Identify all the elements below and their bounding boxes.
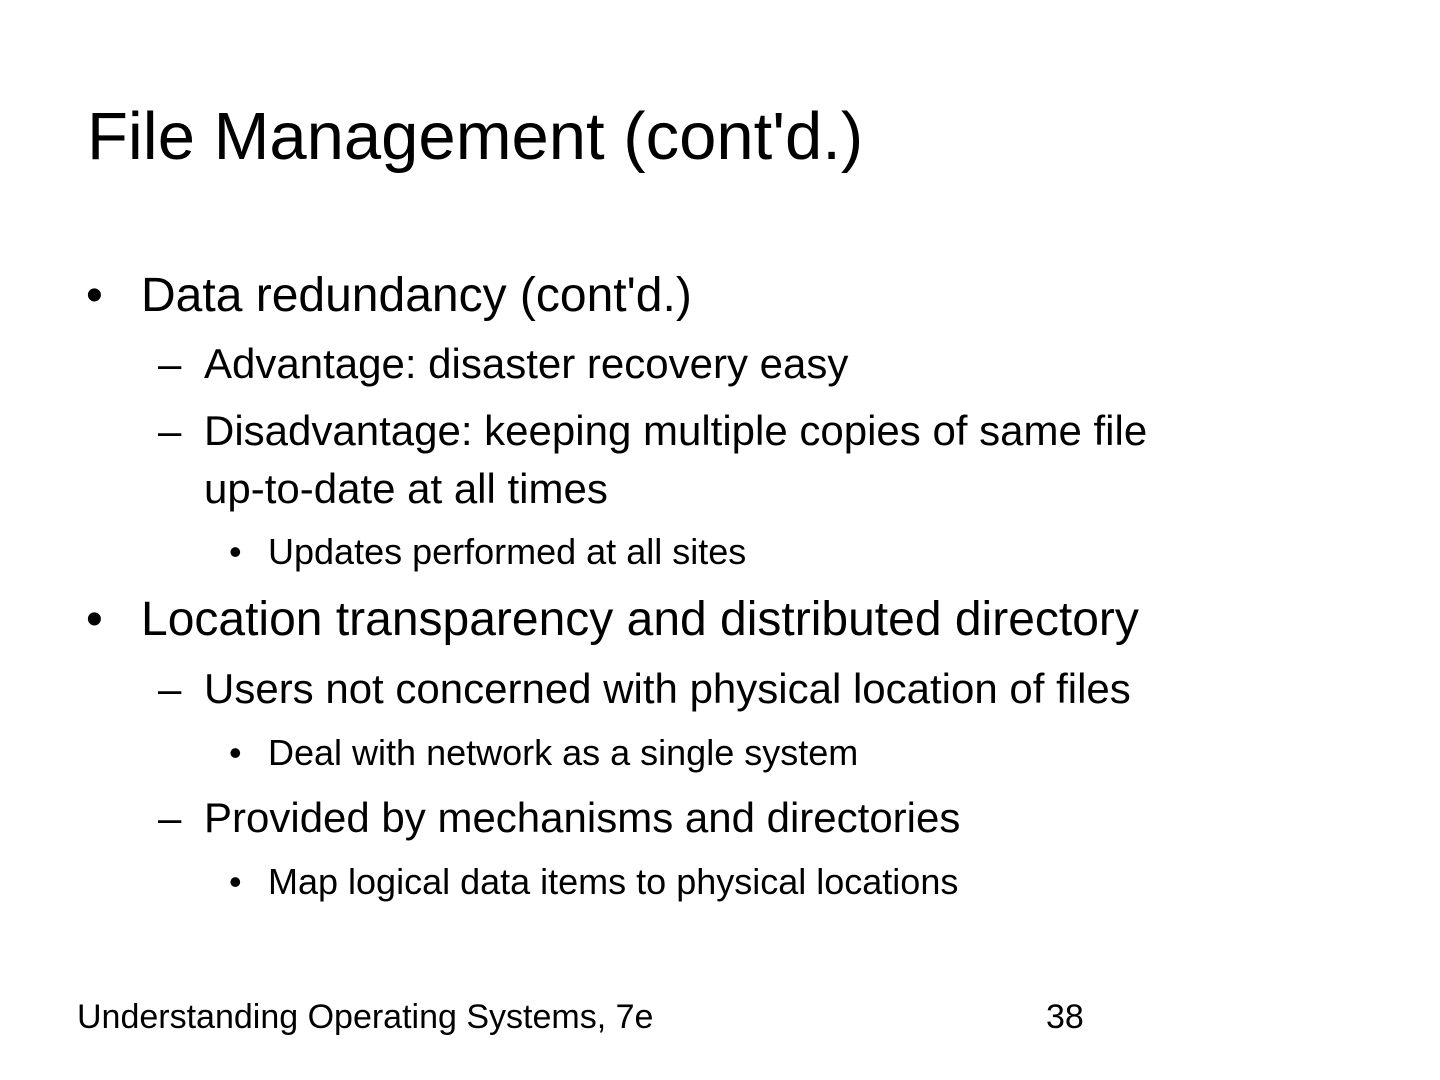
sub-bullet-dash: – — [158, 794, 182, 841]
sub-sub-bullet-map-logical: Map logical data items to physical locations — [268, 861, 959, 902]
footer-page-number: 38 — [1046, 998, 1084, 1036]
sub-bullet-disadvantage-line2: up-to-date at all times — [204, 465, 608, 512]
sub-bullet-users-not-concerned: Users not concerned with physical location of files — [204, 665, 1131, 712]
sub-sub-bullet-updates: Updates performed at all sites — [268, 531, 747, 572]
bullet-marker: • — [86, 269, 103, 322]
sub-sub-bullet-marker: • — [229, 861, 242, 902]
slide-title: File Management (cont'd.) — [87, 99, 864, 174]
sub-sub-bullet-deal-with-network: Deal with network as a single system — [268, 732, 859, 773]
sub-sub-bullet-marker: • — [229, 531, 242, 572]
bullet-marker: • — [86, 593, 103, 646]
sub-bullet-dash: – — [158, 407, 182, 454]
sub-bullet-provided-by: Provided by mechanisms and directories — [204, 794, 961, 841]
sub-bullet-advantage: Advantage: disaster recovery easy — [204, 340, 849, 387]
sub-bullet-dash: – — [158, 340, 182, 387]
sub-bullet-disadvantage-line1: Disadvantage: keeping multiple copies of same file — [204, 407, 1148, 454]
sub-bullet-dash: – — [158, 665, 182, 712]
sub-sub-bullet-marker: • — [229, 732, 242, 773]
bullet-data-redundancy: Data redundancy (cont'd.) — [141, 269, 692, 322]
bullet-location-transparency: Location transparency and distributed directory — [141, 593, 1139, 646]
footer-book-title: Understanding Operating Systems, 7e — [77, 998, 654, 1036]
